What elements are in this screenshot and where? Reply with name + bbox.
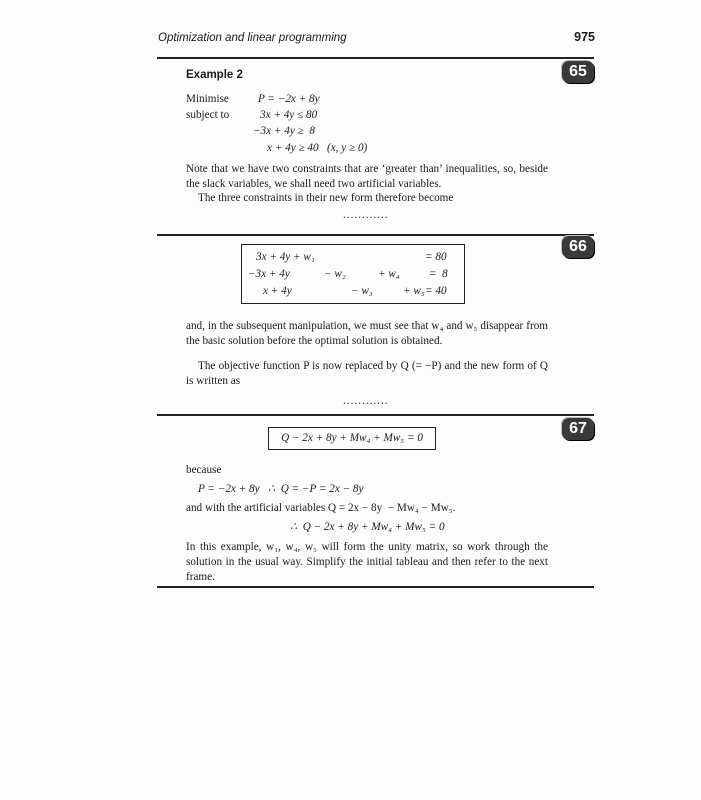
boxed-objective-equation: Q − 2x + 8y + Mw₄ + Mw₅ = 0 xyxy=(268,427,436,450)
lead-sentence: The three constraints in their new form therefore become xyxy=(198,192,454,204)
system-row-1-lhs: 3x + 4y + w₁ xyxy=(256,251,315,263)
frame-66-badge: 66 xyxy=(562,236,594,258)
manipulation-paragraph: and, in the subsequent manipulation, we must see that w₄ and w₅ disappear from the basic solution before the optimal solution is obtained. xyxy=(186,320,548,347)
final-paragraph: In this example, w₁, w₄, w₅ will form the unity matrix, so work through the solution in the usual way. Simplify the initial tableau and then refer to the next frame. xyxy=(186,541,548,583)
frame-66-top-rule xyxy=(157,234,594,236)
result-equation: ∴ Q − 2x + 8y + Mw₄ + Mw₅ = 0 xyxy=(290,521,445,533)
system-row-1-rhs: = 80 xyxy=(425,251,447,263)
constraint-3: x + 4y ≥ 40 (x, y ≥ 0) xyxy=(267,142,368,154)
system-row-3-w3: − w₃ xyxy=(351,285,373,297)
system-row-3-rhs: = 40 xyxy=(425,285,447,297)
system-row-2-w4: + w₄ xyxy=(378,268,400,280)
minimise-label: Minimise xyxy=(186,93,229,105)
system-row-3-w5: + w₅ xyxy=(403,285,425,297)
page-number: 975 xyxy=(574,30,595,44)
constraint-1: 3x + 4y ≤ 80 xyxy=(260,109,318,121)
running-header-title: Optimization and linear programming xyxy=(158,32,347,44)
system-row-2-lhs: −3x + 4y xyxy=(248,268,290,280)
objective-replace-paragraph: The objective function P is now replaced by Q (= −P) and the new form of Q is written as xyxy=(186,360,548,387)
because-label: because xyxy=(186,464,222,476)
constraint-system-box xyxy=(241,244,465,304)
relation-equation: P = −2x + 8y ∴ Q = −P = 2x − 8y xyxy=(198,483,364,495)
frame-65-badge: 65 xyxy=(562,61,594,83)
system-row-3-lhs: x + 4y xyxy=(263,285,292,297)
objective-function: P = −2x + 8y xyxy=(258,93,320,105)
frame-65-top-rule xyxy=(157,57,594,59)
subject-to-label: subject to xyxy=(186,109,230,121)
frame-67-badge: 67 xyxy=(562,418,594,440)
frame-67-top-rule xyxy=(157,414,594,416)
artificial-variables-text: and with the artificial variables Q = 2x − 8y − Mw₄ − Mw₅. xyxy=(186,502,456,514)
constraint-2: −3x + 4y ≥ 8 xyxy=(253,125,315,137)
frame-67-bottom-rule xyxy=(157,586,594,588)
example-title: Example 2 xyxy=(186,69,243,81)
system-row-2-rhs: = 8 xyxy=(429,268,448,280)
frame-65-dots: ............ xyxy=(343,209,389,221)
note-paragraph: Note that we have two constraints that are ‘greater than’ inequalities, so, beside the slack variables, we shall need two artificial variables. xyxy=(186,163,548,190)
frame-66-dots: ............ xyxy=(343,395,389,407)
system-row-2-w2: − w₂ xyxy=(324,268,346,280)
